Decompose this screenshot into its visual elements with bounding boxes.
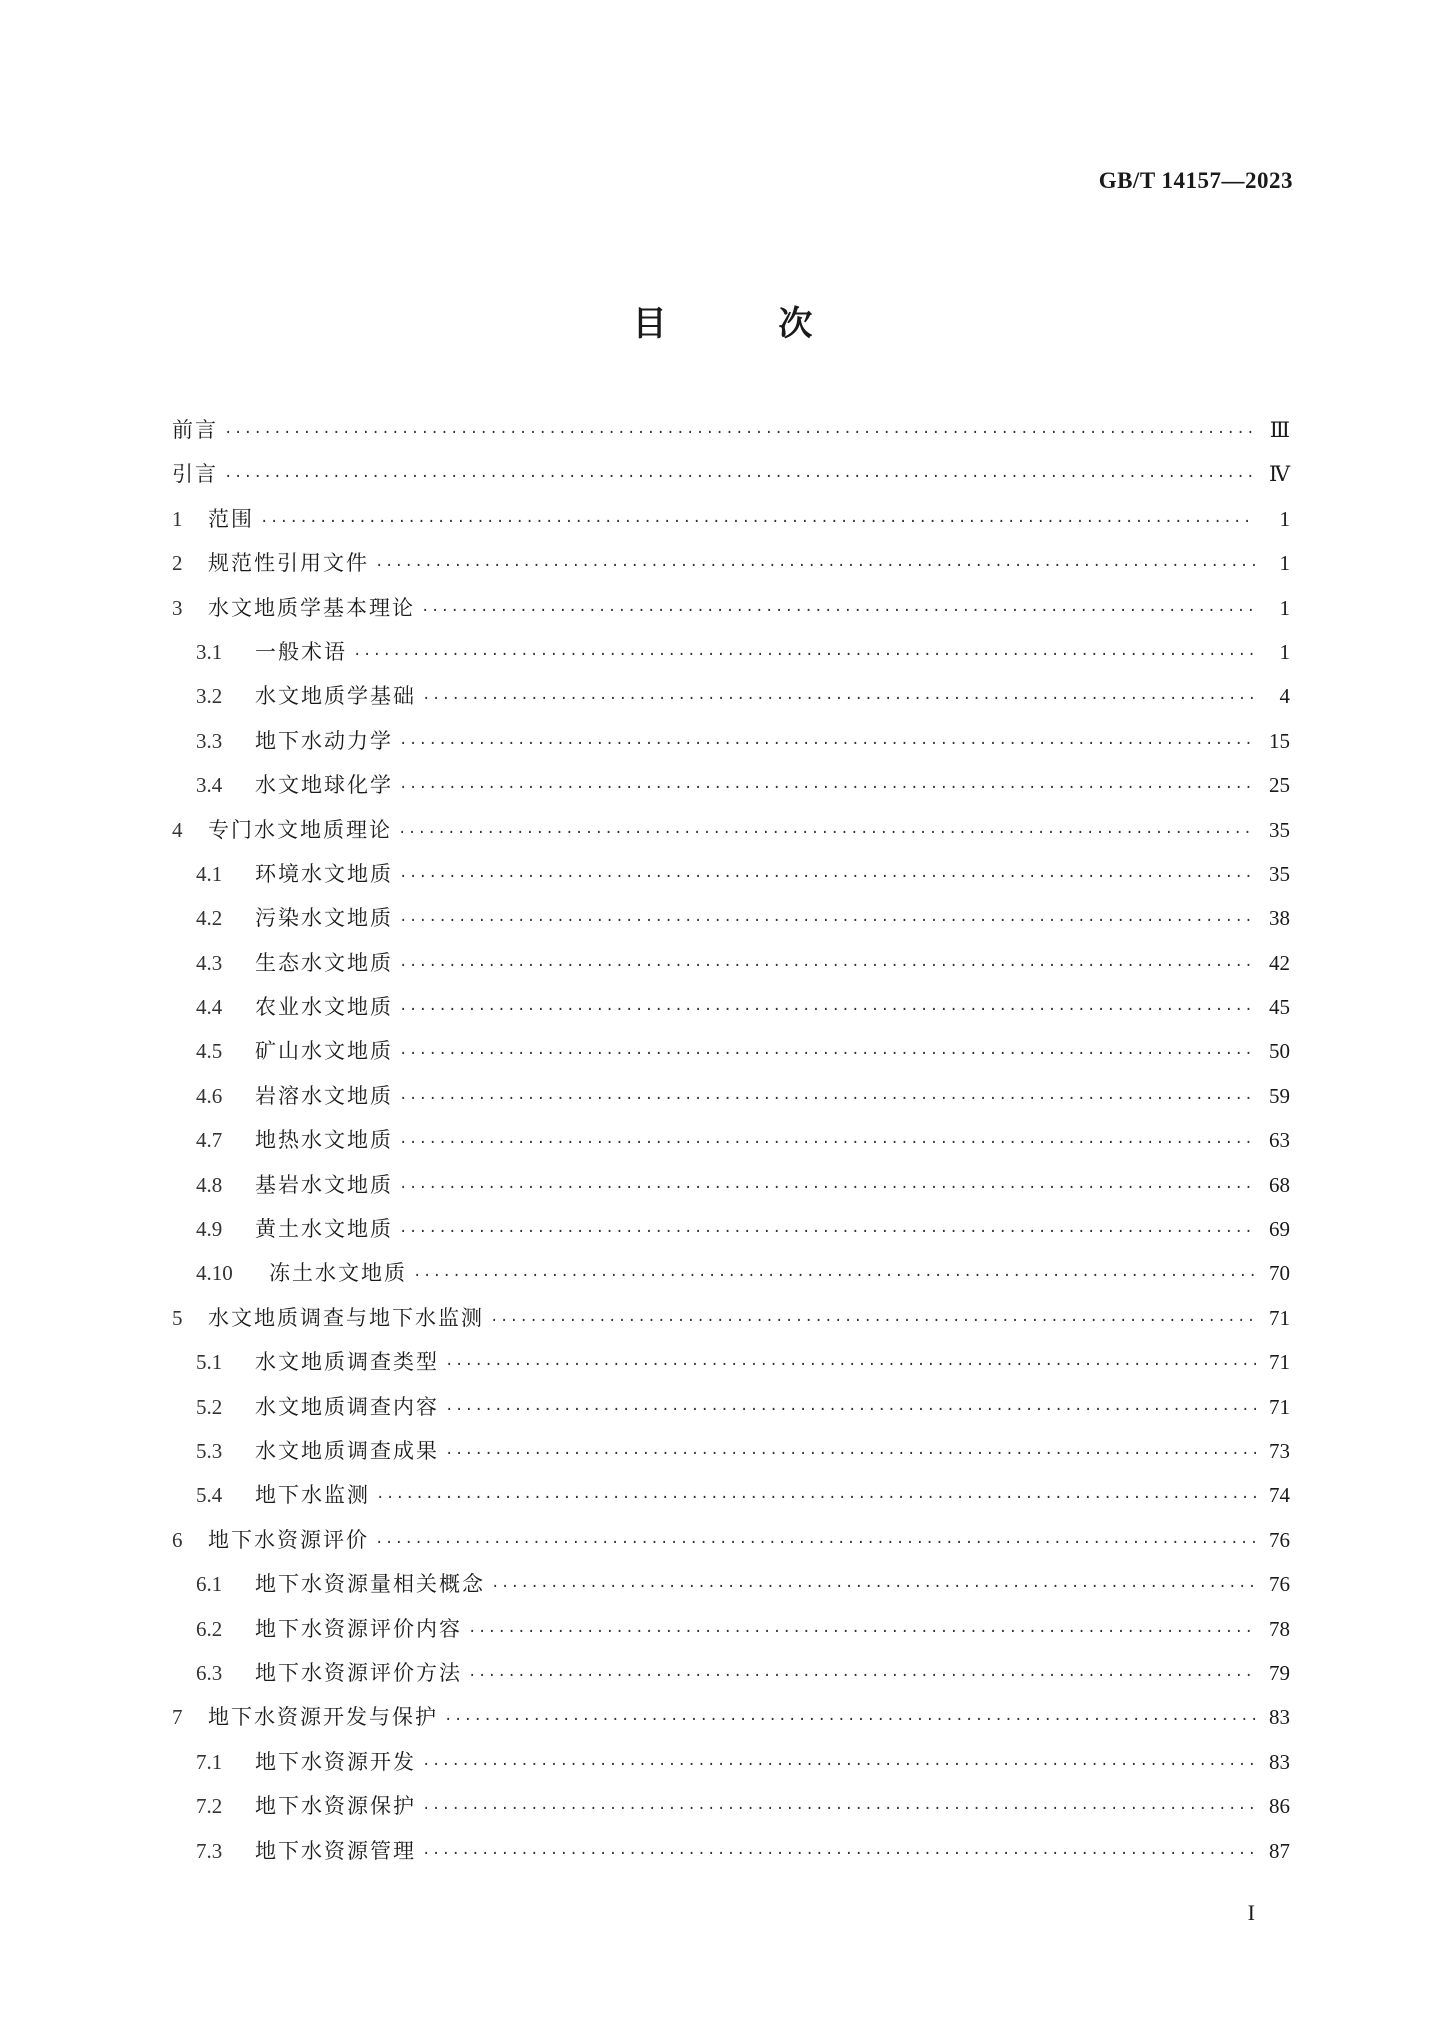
dot-leader xyxy=(413,1254,1256,1298)
dot-leader xyxy=(375,544,1256,588)
toc-entry[interactable] xyxy=(172,1251,1290,1295)
toc-entry-number: 4.9 xyxy=(196,1217,223,1242)
toc-entry-page: 86 xyxy=(1269,1794,1290,1819)
toc-entry-page: 79 xyxy=(1269,1660,1290,1685)
toc-entry[interactable] xyxy=(172,630,1290,674)
toc-entry[interactable] xyxy=(172,452,1290,496)
dot-leader xyxy=(376,1476,1256,1520)
toc-entry-page: 45 xyxy=(1269,995,1290,1020)
dot-leader xyxy=(399,855,1256,899)
dot-leader xyxy=(399,944,1256,988)
toc-entry-page: 63 xyxy=(1269,1128,1290,1153)
toc-entry-title: 地下水资源评价内容 xyxy=(255,1616,462,1641)
toc-entry-page: 4 xyxy=(1279,684,1290,709)
dot-leader xyxy=(399,766,1256,810)
toc-entry-number: 6.1 xyxy=(196,1572,223,1597)
toc-entry-page: 87 xyxy=(1269,1838,1290,1863)
toc-entry-page: 50 xyxy=(1269,1039,1290,1064)
toc-entry-title: 污染水文地质 xyxy=(255,906,393,931)
toc-entry-title: 水文地质调查类型 xyxy=(255,1350,439,1375)
toc-entry-number: 1 xyxy=(172,506,183,531)
toc-entry-number: 4.4 xyxy=(196,995,223,1020)
table-of-contents xyxy=(172,408,1290,1873)
toc-entry-title: 地下水监测 xyxy=(255,1483,370,1508)
toc-entry-page: 71 xyxy=(1269,1350,1290,1375)
toc-entry[interactable] xyxy=(172,1029,1290,1073)
dot-leader xyxy=(399,1121,1256,1165)
dot-leader xyxy=(399,899,1256,943)
toc-entry-title: 专门水文地质理论 xyxy=(208,817,392,842)
toc-entry-page: 1 xyxy=(1279,639,1290,664)
toc-entry-title: 水文地质调查与地下水监测 xyxy=(208,1305,484,1330)
toc-entry[interactable] xyxy=(172,1296,1290,1340)
toc-entry-page: 70 xyxy=(1269,1261,1290,1286)
toc-entry[interactable] xyxy=(172,985,1290,1029)
toc-entry[interactable] xyxy=(172,808,1290,852)
toc-entry-number: 6.2 xyxy=(196,1616,223,1641)
toc-entry[interactable] xyxy=(172,1429,1290,1473)
toc-entry-number: 5.2 xyxy=(196,1394,223,1419)
toc-entry-number: 4.3 xyxy=(196,950,223,975)
toc-entry-page: 73 xyxy=(1269,1438,1290,1463)
toc-entry-page: 71 xyxy=(1269,1305,1290,1330)
toc-entry-title: 前言 xyxy=(172,418,218,442)
toc-entry-number: 2 xyxy=(172,551,183,576)
toc-entry-page: 38 xyxy=(1269,906,1290,931)
toc-entry[interactable] xyxy=(172,541,1290,585)
toc-entry[interactable] xyxy=(172,497,1290,541)
dot-leader xyxy=(445,1388,1256,1432)
toc-entry-page: 59 xyxy=(1269,1083,1290,1108)
dot-leader xyxy=(399,1077,1256,1121)
dot-leader xyxy=(468,1654,1256,1698)
toc-entry[interactable] xyxy=(172,896,1290,940)
toc-entry-title: 水文地质调查内容 xyxy=(255,1394,439,1419)
toc-entry[interactable] xyxy=(172,1562,1290,1606)
toc-entry-number: 3 xyxy=(172,595,183,620)
toc-entry-page: Ⅳ xyxy=(1269,462,1290,487)
toc-entry-title: 生态水文地质 xyxy=(255,950,393,975)
toc-entry-title: 地下水资源开发 xyxy=(255,1749,416,1774)
toc-entry-title: 范围 xyxy=(208,506,254,531)
toc-entry[interactable] xyxy=(172,674,1290,718)
toc-entry-number: 3.1 xyxy=(196,639,223,664)
dot-leader xyxy=(445,1432,1256,1476)
toc-entry[interactable] xyxy=(172,1829,1290,1873)
toc-entry-title: 农业水文地质 xyxy=(255,995,393,1020)
toc-entry-page: 15 xyxy=(1269,728,1290,753)
dot-leader xyxy=(224,455,1256,499)
toc-entry-title: 基岩水文地质 xyxy=(255,1172,393,1197)
toc-entry[interactable] xyxy=(172,1163,1290,1207)
toc-entry-title: 地热水文地质 xyxy=(255,1128,393,1153)
page-folio: I xyxy=(1247,1900,1255,1925)
dot-leader xyxy=(491,1565,1256,1609)
toc-entry[interactable] xyxy=(172,1385,1290,1429)
toc-entry-number: 6.3 xyxy=(196,1660,223,1685)
toc-entry-page: 76 xyxy=(1269,1527,1290,1552)
toc-entry-page: 35 xyxy=(1269,861,1290,886)
toc-entry-title: 地下水资源量相关概念 xyxy=(255,1572,485,1597)
toc-entry-number: 7 xyxy=(172,1705,183,1730)
dot-leader xyxy=(398,811,1256,855)
toc-entry-number: 5.1 xyxy=(196,1350,223,1375)
toc-entry[interactable] xyxy=(172,1695,1290,1739)
toc-entry-page: 1 xyxy=(1279,551,1290,576)
dot-leader xyxy=(468,1610,1256,1654)
toc-entry-page: 68 xyxy=(1269,1172,1290,1197)
toc-entry[interactable] xyxy=(172,1340,1290,1384)
dot-leader xyxy=(444,1698,1256,1742)
toc-entry-number: 5.3 xyxy=(196,1438,223,1463)
toc-entry-title: 水文地质调查成果 xyxy=(255,1438,439,1463)
toc-entry-number: 4.5 xyxy=(196,1039,223,1064)
dot-leader xyxy=(421,589,1256,633)
toc-entry-page: 1 xyxy=(1279,506,1290,531)
dot-leader xyxy=(490,1299,1256,1343)
toc-entry-number: 4.7 xyxy=(196,1128,223,1153)
toc-entry-number: 4 xyxy=(172,817,183,842)
dot-leader xyxy=(224,411,1256,455)
toc-entry-page: 76 xyxy=(1269,1572,1290,1597)
toc-entry-page: 42 xyxy=(1269,950,1290,975)
toc-entry-number: 4.1 xyxy=(196,861,223,886)
dot-leader xyxy=(445,1343,1256,1387)
toc-entry-title: 地下水资源评价方法 xyxy=(255,1660,462,1685)
toc-entry[interactable] xyxy=(172,1207,1290,1251)
toc-entry-title: 地下水资源评价 xyxy=(208,1527,369,1552)
toc-entry-title: 冻土水文地质 xyxy=(269,1261,407,1286)
toc-entry-page: 83 xyxy=(1269,1705,1290,1730)
toc-entry-page: 83 xyxy=(1269,1749,1290,1774)
dot-leader xyxy=(422,1743,1256,1787)
toc-entry-title: 地下水资源保护 xyxy=(255,1794,416,1819)
toc-entry-title: 规范性引用文件 xyxy=(208,551,369,576)
toc-entry-title: 环境水文地质 xyxy=(255,861,393,886)
toc-entry-title: 水文地质学基本理论 xyxy=(208,595,415,620)
toc-entry-title: 地下水动力学 xyxy=(255,728,393,753)
toc-entry[interactable] xyxy=(172,1518,1290,1562)
page-title: 目 次 xyxy=(632,304,863,344)
dot-leader xyxy=(422,1832,1256,1876)
toc-entry[interactable] xyxy=(172,941,1290,985)
toc-entry[interactable] xyxy=(172,852,1290,896)
dot-leader xyxy=(399,988,1256,1032)
toc-entry[interactable] xyxy=(172,586,1290,630)
toc-entry-number: 3.3 xyxy=(196,728,223,753)
toc-entry-number: 7.1 xyxy=(196,1749,223,1774)
toc-entry[interactable] xyxy=(172,1651,1290,1695)
dot-leader xyxy=(399,1166,1256,1210)
toc-entry[interactable] xyxy=(172,719,1290,763)
toc-entry-title: 矿山水文地质 xyxy=(255,1039,393,1064)
toc-entry-page: Ⅲ xyxy=(1269,418,1290,442)
toc-entry-number: 4.10 xyxy=(196,1261,233,1286)
toc-entry-number: 4.6 xyxy=(196,1083,223,1108)
toc-entry-title: 水文地质学基础 xyxy=(255,684,416,709)
toc-entry-title: 岩溶水文地质 xyxy=(255,1083,393,1108)
toc-entry-number: 7.2 xyxy=(196,1794,223,1819)
toc-entry-page: 25 xyxy=(1269,773,1290,798)
toc-entry[interactable] xyxy=(172,1740,1290,1784)
toc-entry-title: 引言 xyxy=(172,462,218,487)
toc-entry-number: 5 xyxy=(172,1305,183,1330)
toc-entry[interactable] xyxy=(172,408,1290,452)
toc-entry-page: 78 xyxy=(1269,1616,1290,1641)
toc-entry-number: 6 xyxy=(172,1527,183,1552)
toc-entry-page: 35 xyxy=(1269,817,1290,842)
dot-leader xyxy=(375,1521,1256,1565)
toc-entry[interactable] xyxy=(172,1118,1290,1162)
toc-entry-number: 5.4 xyxy=(196,1483,223,1508)
dot-leader xyxy=(353,633,1256,677)
toc-entry-title: 黄土水文地质 xyxy=(255,1217,393,1242)
standard-code: GB/T 14157—2023 xyxy=(1098,168,1293,193)
toc-entry[interactable] xyxy=(172,763,1290,807)
toc-entry-title: 一般术语 xyxy=(255,639,347,664)
dot-leader xyxy=(399,1032,1256,1076)
toc-entry[interactable] xyxy=(172,1607,1290,1651)
dot-leader xyxy=(422,1787,1256,1831)
dot-leader xyxy=(399,722,1256,766)
toc-entry-number: 4.8 xyxy=(196,1172,223,1197)
toc-entry[interactable] xyxy=(172,1473,1290,1517)
toc-entry-number: 4.2 xyxy=(196,906,223,931)
toc-entry-number: 7.3 xyxy=(196,1838,223,1863)
toc-entry-page: 71 xyxy=(1269,1394,1290,1419)
dot-leader xyxy=(399,1210,1256,1254)
toc-entry-title: 地下水资源管理 xyxy=(255,1838,416,1863)
toc-entry-page: 74 xyxy=(1269,1483,1290,1508)
toc-entry-title: 地下水资源开发与保护 xyxy=(208,1705,438,1730)
toc-entry-page: 69 xyxy=(1269,1217,1290,1242)
dot-leader xyxy=(422,677,1256,721)
toc-entry-number: 3.2 xyxy=(196,684,223,709)
toc-entry-number: 3.4 xyxy=(196,773,223,798)
toc-entry[interactable] xyxy=(172,1074,1290,1118)
toc-entry-title: 水文地球化学 xyxy=(255,773,393,798)
toc-entry-page: 1 xyxy=(1279,595,1290,620)
toc-entry[interactable] xyxy=(172,1784,1290,1828)
dot-leader xyxy=(260,500,1256,544)
